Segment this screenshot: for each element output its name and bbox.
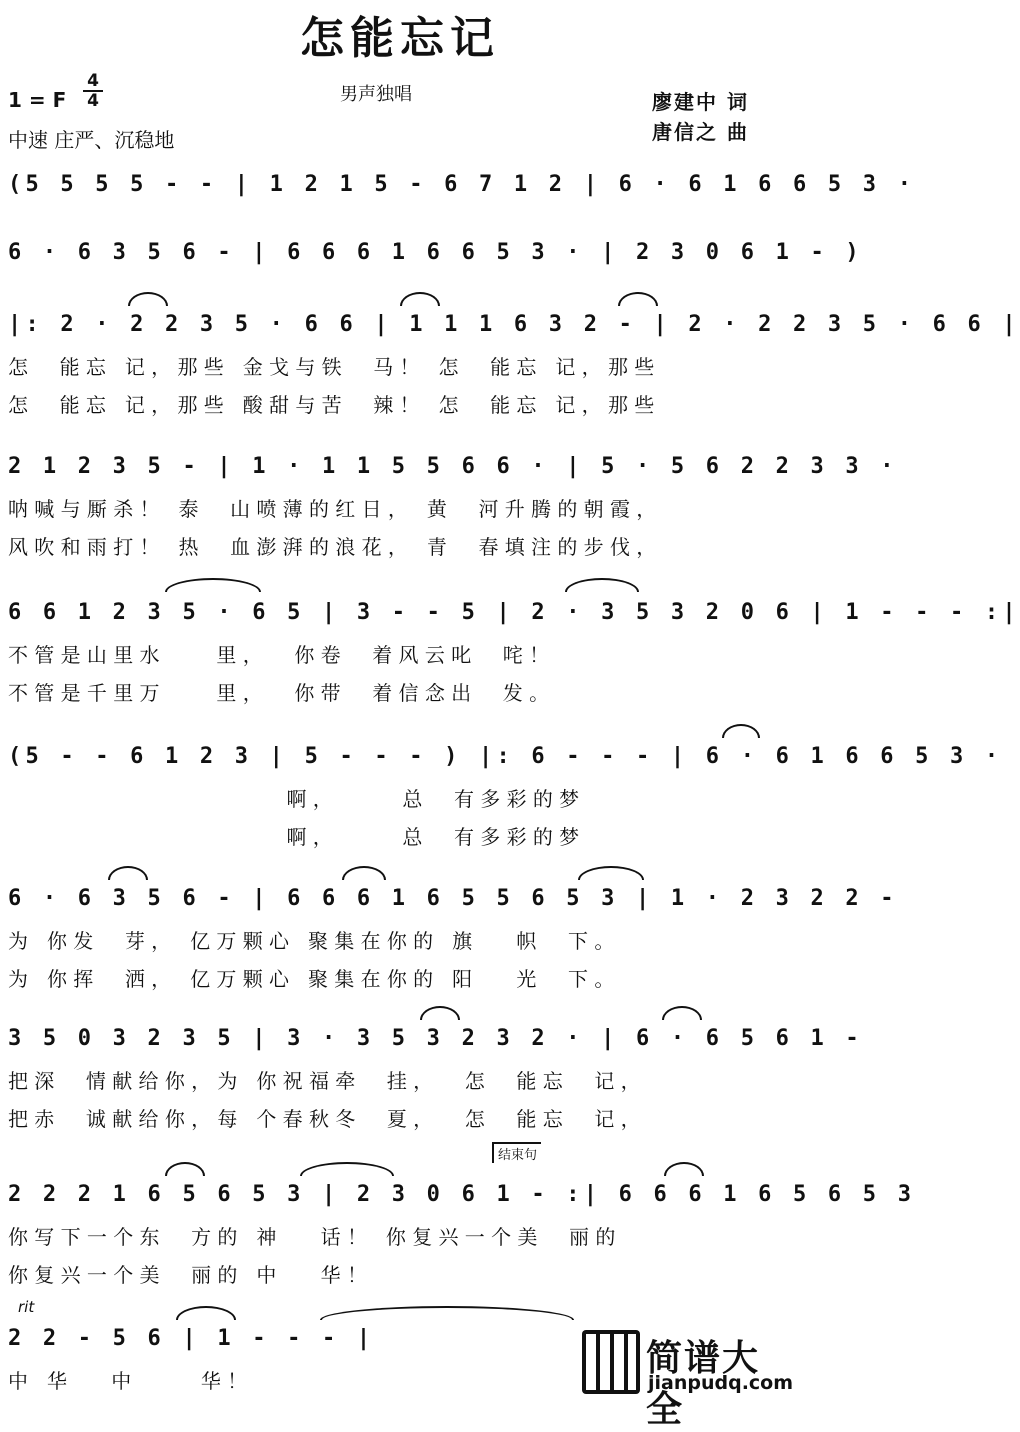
- key-signature: 1 = F: [8, 88, 67, 112]
- lyric-row-6-verse-1: 啊， 总 有多彩的梦: [8, 787, 586, 811]
- slur: [565, 578, 639, 592]
- lyric-row-7-verse-1: 为 你发 芽， 亿万颗心 聚集在你的 旗 帜 下。: [8, 929, 621, 953]
- lyric-row-5-verse-1: 不管是山里水 里， 你卷 着风云叱 咤！: [8, 643, 556, 667]
- slur: [722, 724, 760, 738]
- tempo-marking: 中速 庄严、沉稳地: [8, 128, 175, 152]
- time-signature-bottom: 4: [87, 91, 99, 111]
- site-url: jianpudq.com: [648, 1372, 794, 1394]
- slur: [578, 866, 644, 880]
- score-row-7: 6 · 6 3 5 6 - | 6 6 6 1 6 5 5 6 5 3 | 1 · 2 3 2 2 -: [8, 886, 898, 911]
- song-title: 怎能忘记: [300, 13, 500, 64]
- slur: [664, 1162, 704, 1176]
- score-row-9: 2 2 2 1 6 5 6 5 3 | 2 3 0 6 1 - :| 6 6 6 1 6 5 6 5 3: [8, 1182, 916, 1207]
- score-row-4: 2 1 2 3 5 - | 1 · 1 1 5 5 6 6 · | 5 · 5 6 2 2 3 3 ·: [8, 454, 898, 479]
- time-signature: [83, 72, 103, 110]
- lyric-row-4-verse-1: 呐喊与厮杀！ 泰 山喷薄的红日， 黄 河升腾的朝霞，: [8, 497, 663, 521]
- lyric-row-9-verse-2: 你复兴一个美 丽的 中 华！: [8, 1263, 374, 1287]
- slur: [320, 1306, 574, 1320]
- site-name: 简谱大全: [646, 1338, 761, 1430]
- slur: [618, 292, 658, 306]
- score-row-10: 2 2 - 5 6 | 1 - - - |: [8, 1326, 375, 1351]
- lyric-row-9-verse-1: 你写下一个东 方的 神 话！ 你复兴一个美 丽的: [8, 1225, 622, 1249]
- lyric-row-8-verse-1: 把深 情献给你，为 你祝福牵 挂， 怎 能忘 记，: [8, 1069, 647, 1093]
- slur: [420, 1006, 460, 1020]
- slur: [165, 578, 261, 592]
- slur: [108, 866, 148, 880]
- score-row-3: |: 2 · 2 2 3 5 · 6 6 | 1 1 1 6 3 2 - | 2 · 2 2 3 5 · 6 6 |: [8, 312, 1020, 337]
- slur: [128, 292, 168, 306]
- slur: [300, 1162, 394, 1176]
- slur: [342, 866, 386, 880]
- lyricist-credit: 廖建中 词: [652, 90, 749, 114]
- lyric-row-3-verse-1: 怎 能忘 记，那些 金戈与铁 马！ 怎 能忘 记，那些: [8, 355, 661, 379]
- score-row-1: (5 5 5 5 - - | 1 2 1 5 - 6 7 1 2 | 6 · 6 1 6 6 5 3 ·: [8, 172, 916, 197]
- ritardando-marking: rit: [18, 1298, 35, 1316]
- piano-logo-icon: [582, 1330, 640, 1394]
- lyric-row-3-verse-2: 怎 能忘 记，那些 酸甜与苦 辣！ 怎 能忘 记，那些: [8, 393, 661, 417]
- slur: [400, 292, 440, 306]
- ending-marker: 结束句: [492, 1142, 541, 1163]
- lyric-row-10-verse-1: 中 华 中 华！: [8, 1369, 254, 1393]
- slur: [176, 1306, 236, 1320]
- lyric-row-8-verse-2: 把赤 诚献给你，每 个春秋冬 夏， 怎 能忘 记，: [8, 1107, 647, 1131]
- lyric-row-4-verse-2: 风吹和雨打！ 热 血澎湃的浪花， 青 春填注的步伐，: [8, 535, 663, 559]
- lyric-row-5-verse-2: 不管是千里万 里， 你带 着信念出 发。: [8, 681, 556, 705]
- score-row-5: 6 6 1 2 3 5 · 6 5 | 3 - - 5 | 2 · 3 5 3 2 0 6 | 1 - - - :|: [8, 600, 1020, 625]
- lyric-row-7-verse-2: 为 你挥 洒， 亿万颗心 聚集在你的 阳 光 下。: [8, 967, 621, 991]
- time-signature-top: 4: [87, 71, 99, 91]
- slur: [165, 1162, 205, 1176]
- performance-type: 男声独唱: [340, 84, 412, 105]
- lyric-row-6-verse-2: 啊， 总 有多彩的梦: [8, 825, 586, 849]
- score-row-6: (5 - - 6 1 2 3 | 5 - - - ) |: 6 - - - | 6 · 6 1 6 6 5 3 ·: [8, 744, 1003, 769]
- site-logo: [582, 1330, 794, 1430]
- score-row-2: 6 · 6 3 5 6 - | 6 6 6 1 6 6 5 3 · | 2 3 0 6 1 - ): [8, 240, 863, 265]
- composer-credit: 唐信之 曲: [652, 120, 749, 144]
- slur: [662, 1006, 702, 1020]
- score-row-8: 3 5 0 3 2 3 5 | 3 · 3 5 3 2 3 2 · | 6 · 6 5 6 1 -: [8, 1026, 863, 1051]
